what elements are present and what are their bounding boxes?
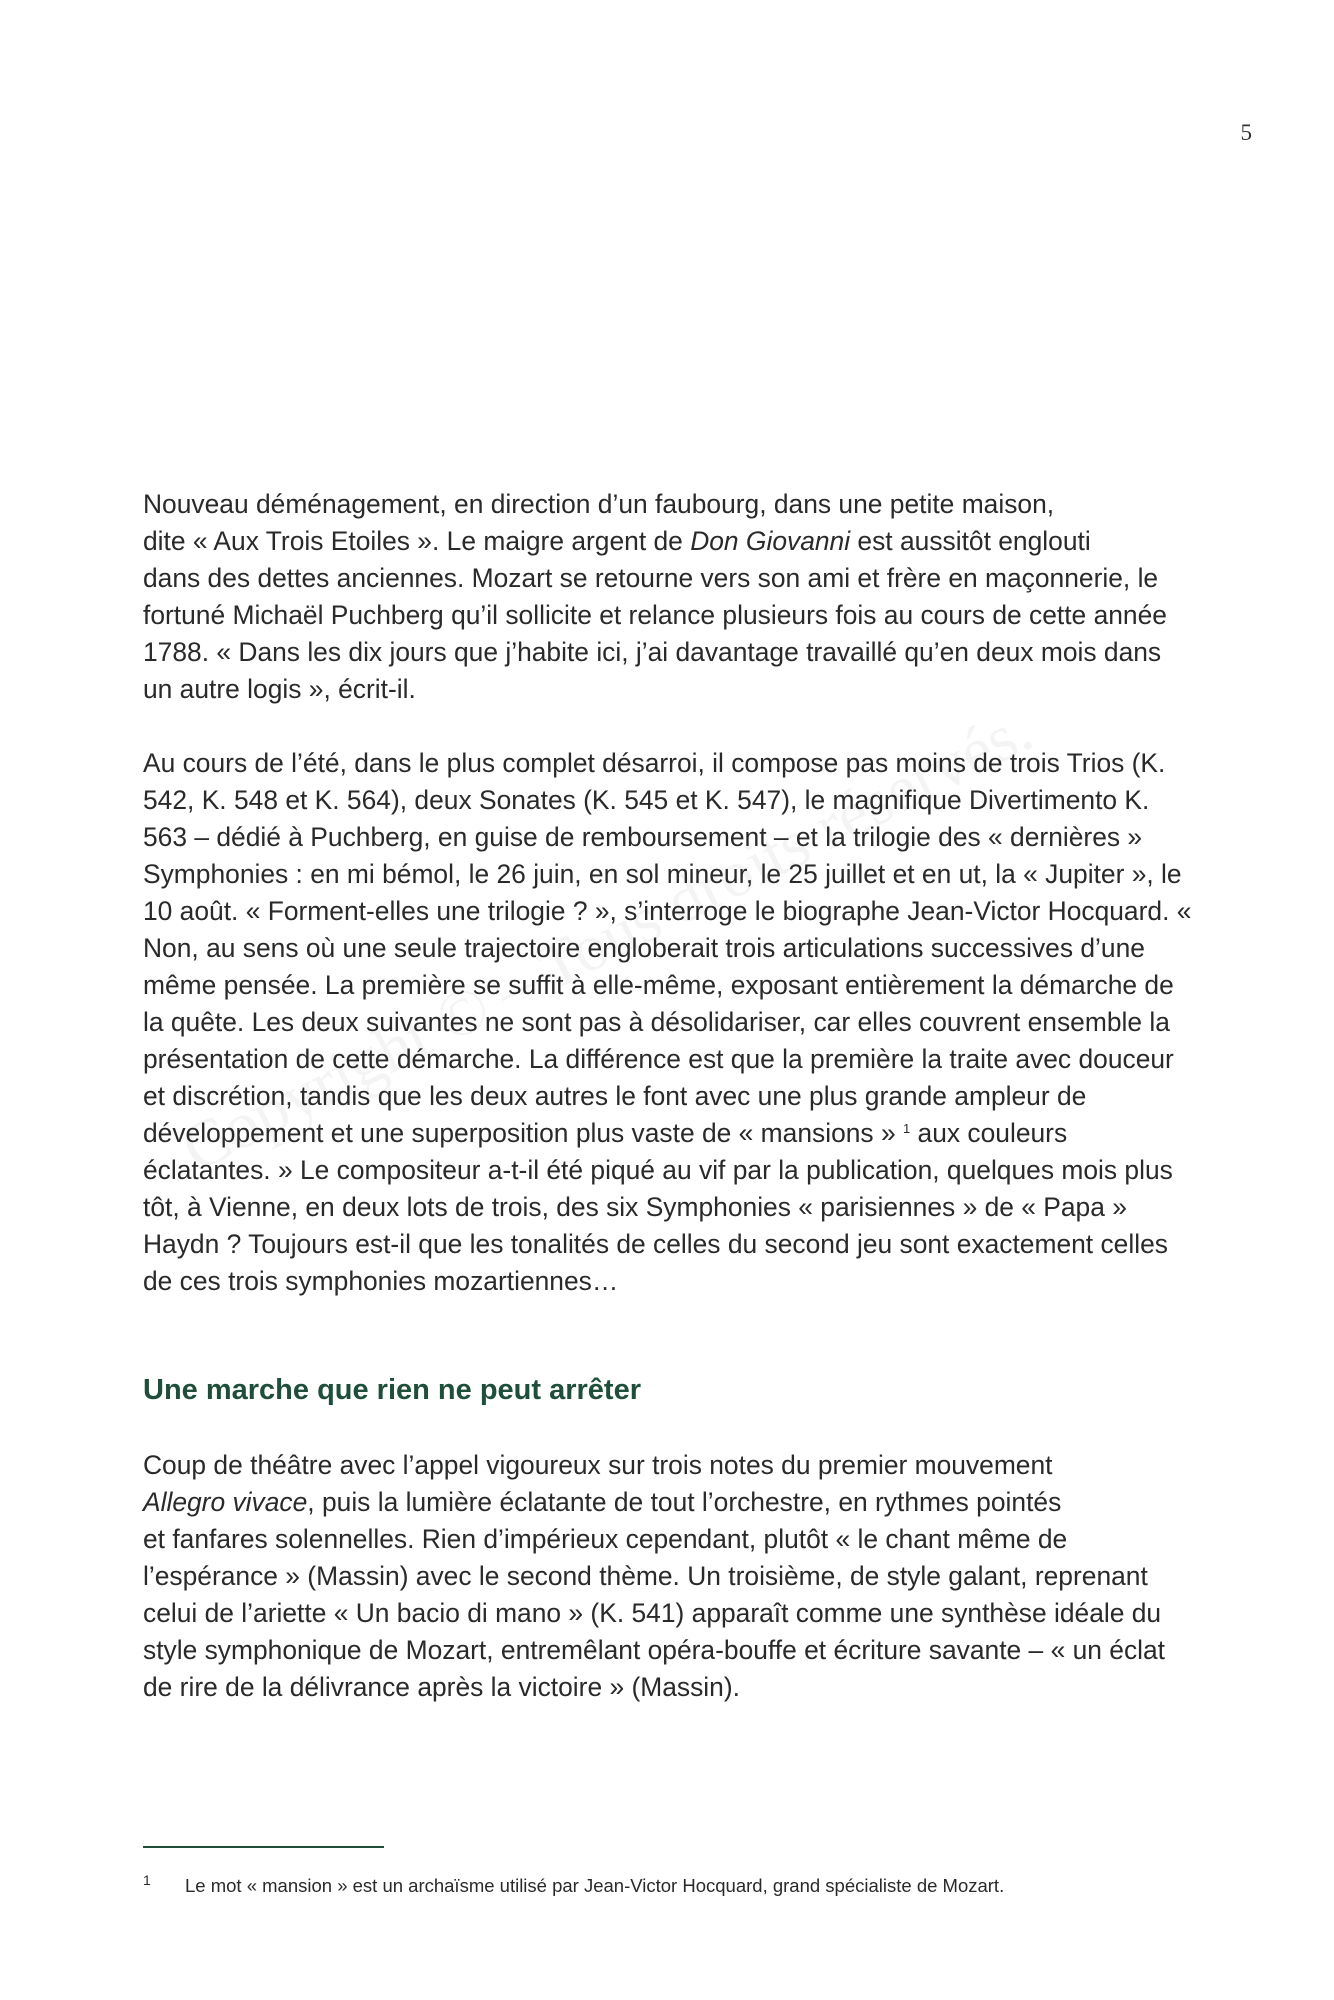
paragraph-text: aux couleurs éclatantes. » Le compositeur a-t-il été piqué au vif par la publication, quelques mois plus tôt, à Vienne, en deux lots de trois, des six Symphonies « parisiennes » de « Papa » Haydn ? Toujours est-il que les tonalités de celles du second jeu sont exactement celles de ces trois symphonies mozartiennes…: [143, 1118, 1173, 1296]
paragraph-text: Coup de théâtre avec l’appel vigoureux sur trois notes du premier mouvement: [143, 1450, 1053, 1480]
body-paragraph: [143, 745, 1193, 1300]
paragraph-text: Nouveau déménagement, en direction d’un faubourg, dans une petite maison,: [143, 489, 1055, 519]
footnote: [143, 1873, 1203, 1899]
paragraph-text: est aussitôt englouti: [850, 526, 1091, 556]
paragraph-text: dans des dettes anciennes. Mozart se retourne vers son ami et frère en maçonnerie, le fortuné Michaël Puchberg qu’il sollicite et relance plusieurs fois au cours de cette année 1788. « Dans les dix jours que j’habite ici, j’ai davantage travaillé qu’en deux mois dans un autre logis », écrit-il.: [143, 563, 1167, 704]
work-title: Don Giovanni: [690, 526, 851, 556]
body-paragraph: [143, 1447, 1193, 1706]
footnote-text: Le mot « mansion » est un archaïsme utilisé par Jean-Victor Hocquard, grand spécialiste de Mozart.: [185, 1875, 1005, 1896]
paragraph-text: et fanfares solennelles. Rien d’impérieux cependant, plutôt « le chant même de l’espérance » (Massin) avec le second thème. Un troisième, de style galant, reprenant celui de l’ariette « Un bacio di mano » (K. 541) apparaît comme une synthèse idéale du style symphonique de Mozart, entremêlant opéra-bouffe et écriture savante – « un éclat de rire de la délivrance après la victoire » (Massin).: [143, 1524, 1166, 1702]
paragraph-text: , puis la lumière éclatante de tout l’orchestre, en rythmes pointés: [307, 1487, 1062, 1517]
section-heading: Une marche que rien ne peut arrêter: [143, 1374, 641, 1406]
paragraph-text: Au cours de l’été, dans le plus complet désarroi, il compose pas moins de trois Trios (K. 542, K. 548 et K. 564), deux Sonates (K. 545 et K. 547), le magnifique Divertimento K. 563 – dédié à Puchberg, en guise de remboursement – et la trilogie des « dernières » Symphonies : en mi bémol, le 26 juin, en sol mineur, le 25 juillet et en ut, la « Jupiter », le 10 août. « Forment-elles une trilogie ? », s’interroge le biographe Jean-Victor Hocquard. « Non, au sens où une seule trajectoire engloberait trois articulations successives d’une même pensée. La première se suffit à elle-même, exposant entièrement la démarche de la quête. Les deux suivantes ne sont pas à désolidariser, car elles couvrent ensemble la présentation de cette démarche. La différence est que la première la traite avec douceur et discrétion, tandis que les deux autres le font avec une plus grande ampleur de développement et une superposition plus vaste de « mansions »: [143, 748, 1192, 1148]
footnote-reference[interactable]: 1: [902, 1121, 911, 1136]
paragraph-text: dite « Aux Trois Etoiles ». Le maigre argent de: [143, 526, 691, 556]
footnote-number: 1: [143, 1872, 151, 1888]
footnote-divider: [143, 1846, 384, 1848]
movement-title: Allegro vivace: [143, 1487, 308, 1517]
body-paragraph: [143, 486, 1193, 708]
page-number: 5: [1240, 120, 1252, 145]
page-body: [143, 486, 1193, 1706]
